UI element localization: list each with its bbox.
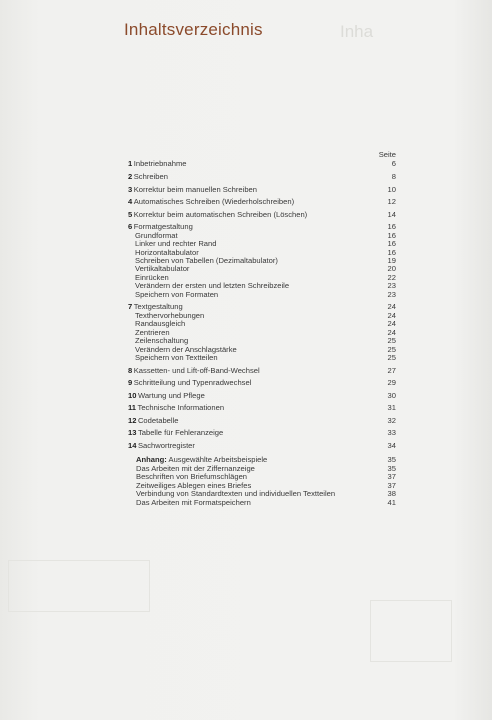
toc-chapter [128,173,396,181]
chapter-number: 7 [128,302,133,312]
subentry-label: Verbindung von Standardtexten und individuellen Textteilen [136,489,336,499]
toc-row [128,417,396,425]
toc-subentry [136,499,396,507]
chapter-label: Sachwortregister [137,440,195,450]
toc-entry-title [128,379,251,387]
toc-chapter [128,417,396,425]
page-number: 8 [391,172,396,181]
subentry-label: Verändern der Anschlagstärke [135,344,237,354]
page-number: 27 [387,365,396,375]
appendix-label: Ausgewählte Arbeitsbeispiele [168,455,268,465]
subentry-label: Das Arbeiten mit der Ziffernanzeige [136,463,255,473]
page-number: 25 [387,344,396,354]
subentry-label: Grundformat [135,230,178,240]
subentry-label: Linker und rechter Rand [135,239,217,249]
toc-entry-title [128,429,223,437]
toc-chapter [128,392,396,400]
page-number: 37 [387,472,396,482]
toc-row [128,367,396,375]
page-number: 24 [387,302,396,312]
toc-chapter [128,223,396,299]
toc-entry-title [128,173,168,181]
chapter-label: Wartung und Pflege [137,390,205,400]
page-number: 41 [387,497,396,507]
subentry-label: Zeilenschaltung [135,336,189,346]
toc-entry-title [128,404,224,412]
toc-entry-title [128,211,307,219]
toc-entry-title [128,417,178,425]
subentry-label: Einrücken [135,272,169,282]
toc-row [128,442,396,450]
subentry-label: Randausgleich [135,319,186,329]
page-number: 16 [387,230,396,240]
toc-chapter [128,367,396,375]
toc-entry-title [128,198,294,206]
page-number: 34 [387,440,396,450]
toc-entry-title [128,367,260,375]
page-number: 16 [387,222,396,232]
subentry-label: Das Arbeiten mit Formatspeichern [136,497,251,507]
chapter-number: 1 [128,159,133,169]
page-number: 6 [391,159,396,169]
chapter-label: Automatisches Schreiben (Wiederholschreiben) [133,197,295,207]
chapter-number: 10 [128,390,137,400]
page-number: 22 [387,272,396,282]
toc-subentry [128,354,396,362]
toc-row [128,173,396,181]
chapter-number: 11 [128,403,137,413]
toc-chapter [128,160,396,168]
page-title: Inhaltsverzeichnis [124,20,263,39]
appendix-section [128,456,396,507]
page-number: 35 [387,455,396,465]
appendix-heading: Anhang: [136,455,167,465]
show-through-table [8,560,150,612]
chapter-number: 8 [128,365,133,375]
page-number: 32 [387,415,396,425]
page-number: 33 [387,428,396,438]
chapter-label: Inbetriebnahme [133,159,187,169]
toc-chapter [128,211,396,219]
page-number: 25 [387,336,396,346]
toc-row [128,160,396,168]
page-number: 12 [387,197,396,207]
toc-row [128,429,396,437]
subentry-label: Texthervorhebungen [135,310,205,320]
toc-chapter [128,186,396,194]
toc-row [128,392,396,400]
page-number: 24 [387,319,396,329]
chapter-number: 9 [128,378,133,388]
chapter-number: 6 [128,222,133,232]
chapter-number: 2 [128,172,133,181]
page-number: 31 [387,403,396,413]
toc-row [128,186,396,194]
show-through-figure [370,600,452,662]
show-through-text: Inha [340,22,374,41]
page-number: 10 [387,184,396,194]
page-number: 25 [387,353,396,363]
toc-chapter [128,303,396,362]
page-number: 24 [387,310,396,320]
subentry-label: Beschriften von Briefumschlägen [136,472,248,482]
toc-chapter [128,429,396,437]
subentry-label: Vertikaltabulator [135,264,190,274]
page-number: 23 [387,281,396,291]
toc-chapter [128,404,396,412]
page-number: 24 [387,327,396,337]
chapter-label: Formatgestaltung [133,222,193,232]
page-number: 16 [387,239,396,249]
toc-row [128,404,396,412]
toc-row [128,379,396,387]
page-number: 19 [387,256,396,265]
chapter-number: 12 [128,415,137,425]
toc-entry-title [128,442,195,450]
page-number: 35 [387,463,396,473]
toc-row [128,198,396,206]
toc-chapter [128,198,396,206]
subentry-label: Horizontaltabulator [135,247,199,257]
chapter-label: Technische Informationen [137,403,225,413]
chapter-number: 4 [128,197,133,207]
page-column-header: Seite [378,150,396,159]
toc-entry-title [128,186,257,194]
page-number: 20 [387,264,396,274]
subentry-label: Speichern von Formaten [135,289,219,299]
chapter-label: Codetabelle [137,415,179,425]
toc-entry-title [128,160,187,168]
toc-chapter [128,442,396,450]
page-number: 37 [387,480,396,490]
chapter-label: Textgestaltung [133,302,183,312]
chapter-label: Schritteilung und Typenradwechsel [133,378,252,388]
chapter-label: Kassetten- und Lift-off-Band-Wechsel [133,365,260,375]
chapter-label: Korrektur beim automatischen Schreiben (Löschen) [133,209,308,219]
chapter-number: 13 [128,428,137,438]
subentry-label: Schreiben von Tabellen (Dezimaltabulator) [135,256,278,265]
chapter-label: Korrektur beim manuellen Schreiben [133,184,257,194]
page-number: 30 [387,390,396,400]
chapter-label: Tabelle für Fehleranzeige [137,428,224,438]
toc-chapter [128,379,396,387]
table-of-contents [128,151,396,507]
toc-row [128,211,396,219]
toc-entry-title [128,392,205,400]
subentry-label: Speichern von Textteilen [135,353,218,363]
chapter-number: 14 [128,440,137,450]
chapter-number: 5 [128,209,133,219]
chapter-number: 3 [128,184,133,194]
subentry-label: Verändern der ersten und letzten Schreibzeile [135,281,290,291]
subentry-label: Zentrieren [135,327,170,337]
page-number: 16 [387,247,396,257]
page-number: 14 [387,209,396,219]
subentry-label: Zeitweiliges Ablegen eines Briefes [136,480,252,490]
chapter-label: Schreiben [133,172,168,181]
toc-subentry [128,291,396,299]
page-number: 29 [387,378,396,388]
page-number: 23 [387,289,396,299]
page-number: 38 [387,489,396,499]
